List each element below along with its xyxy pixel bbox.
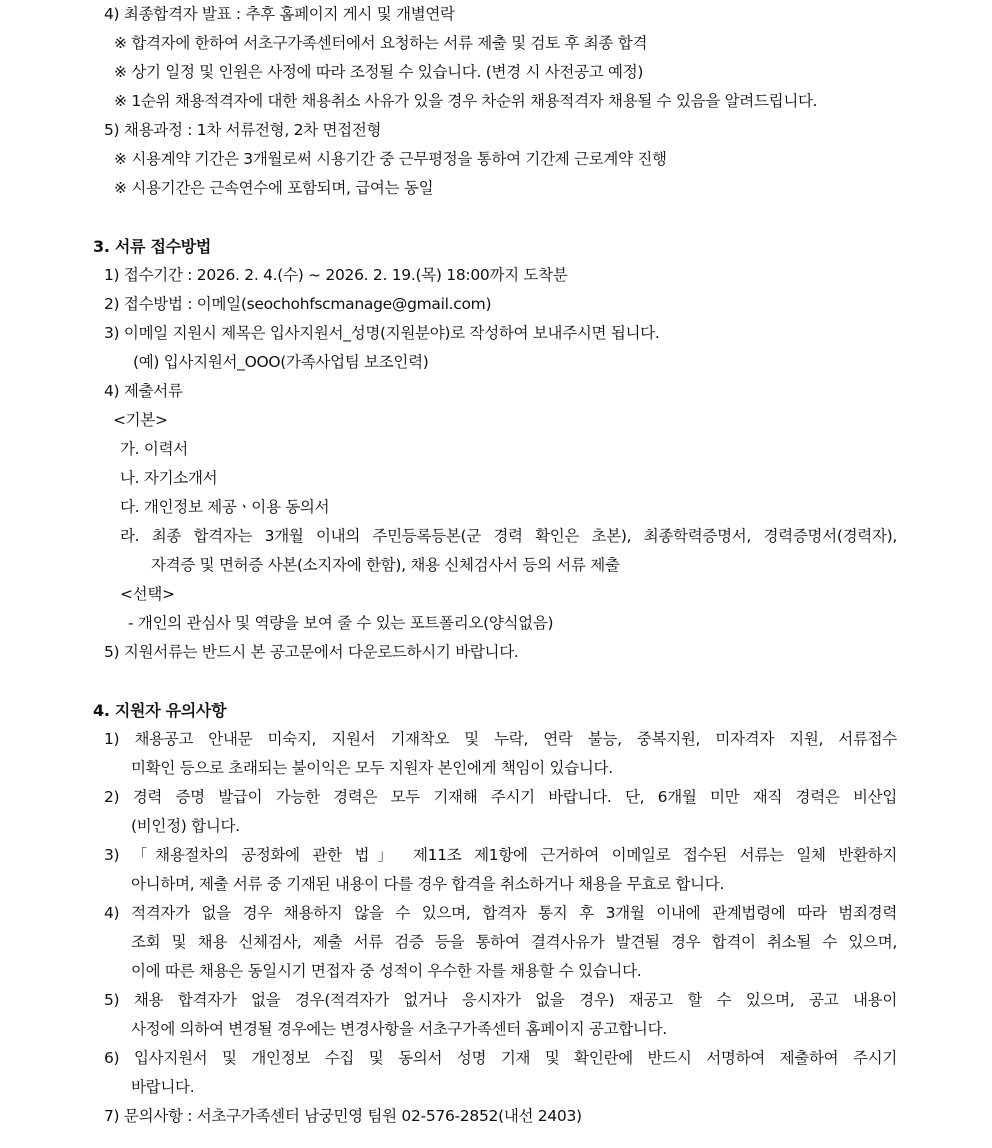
subheading-optional: <선택> [120, 585, 175, 603]
note-line: ※ 상기 일정 및 인원은 사정에 따라 조정될 수 있습니다. (변경 시 사전공고 예정) [114, 63, 644, 81]
document-item: 나. 자기소개서 [120, 469, 218, 487]
list-item: 2) 접수방법 : 이메일(seochohfscmanage@gmail.com) [104, 295, 492, 313]
list-item: 4) 제출서류 [104, 382, 183, 400]
list-item: 2) 경력 증명 발급이 가능한 경력은 모두 기재해 주시기 바랍니다. 단, 6개월 미만 재직 경력은 비산입 [104, 788, 897, 806]
note-line: ※ 1순위 채용적격자에 대한 채용취소 사유가 있을 경우 차순위 채용적격자 채용될 수 있음을 알려드립니다. [114, 92, 818, 110]
list-item-continued: 아니하며, 제출 서류 중 기재된 내용이 다를 경우 합격을 취소하거나 채용을 무효로 합니다. [131, 875, 725, 893]
list-item-continued: 이에 따른 채용은 동일시기 면접자 중 성적이 우수한 자를 채용할 수 있습니다. [131, 962, 642, 980]
section-heading: 4. 지원자 유의사항 [93, 701, 227, 720]
list-item: 5) 채용 합격자가 없을 경우(적격자가 없거나 응시자가 없을 경우) 재공고 할 수 있으며, 공고 내용이 [104, 991, 897, 1009]
document-item-continued: 자격증 및 면허증 사본(소지자에 한함), 채용 신체검사서 등의 서류 제출 [151, 556, 620, 574]
list-item-continued: 사정에 의하여 변경될 경우에는 변경사항을 서초구가족센터 홈페이지 공고합니다. [131, 1020, 667, 1038]
hiring-process-item: 5) 채용과정 : 1차 서류전형, 2차 면접전형 [104, 121, 382, 139]
note-line: ※ 시용계약 기간은 3개월로써 시용기간 중 근무평정을 통하여 기간제 근로계약 진행 [114, 150, 667, 168]
contact-item: 7) 문의사항 : 서초구가족센터 남궁민영 팀원 02-576-2852(내선 2403) [104, 1107, 582, 1125]
list-item-continued: 바랍니다. [131, 1078, 195, 1096]
list-item: 3) 「채용절차의 공정화에 관한 법」 제11조 제1항에 근거하여 이메일로 접수된 서류는 일체 반환하지 [104, 846, 897, 864]
list-item-continued: 조회 및 채용 신체검사, 제출 서류 검증 등을 통하여 결격사유가 발견될 경우 합격이 취소될 수 있으며, [131, 933, 897, 951]
list-item: 1) 채용공고 안내문 미숙지, 지원서 기재착오 및 누락, 연락 불능, 중복지원, 미자격자 지원, 서류접수 [104, 730, 897, 748]
list-item-continued: (비인정) 합니다. [131, 817, 240, 835]
document-item: 라. 최종 합격자는 3개월 이내의 주민등록등본(군 경력 확인은 초본), 최종학력증명서, 경력증명서(경력자), [120, 527, 897, 545]
section-heading: 3. 서류 접수방법 [93, 237, 212, 256]
announcement-item: 4) 최종합격자 발표 : 추후 홈페이지 게시 및 개별연락 [104, 5, 455, 23]
optional-item: - 개인의 관심사 및 역량을 보여 줄 수 있는 포트폴리오(양식없음) [128, 614, 554, 632]
list-item: 4) 적격자가 없을 경우 채용하지 않을 수 있으며, 합격자 통지 후 3개월 이내에 관계법령에 따라 범죄경력 [104, 904, 897, 922]
document-item: 다. 개인정보 제공ㆍ이용 동의서 [120, 498, 330, 516]
note-line: ※ 시용기간은 근속연수에 포함되며, 급여는 동일 [114, 179, 434, 197]
list-item: 5) 지원서류는 반드시 본 공고문에서 다운로드하시기 바랍니다. [104, 643, 519, 661]
list-item: 6) 입사지원서 및 개인정보 수집 및 동의서 성명 기재 및 확인란에 반드시 서명하여 제출하여 주시기 [104, 1049, 897, 1067]
list-item-continued: 미확인 등으로 초래되는 불이익은 모두 지원자 본인에게 책임이 있습니다. [131, 759, 613, 777]
document-item: 가. 이력서 [120, 440, 188, 458]
subheading-basic: <기본> [113, 411, 168, 429]
list-item: 1) 접수기간 : 2026. 2. 4.(수) ~ 2026. 2. 19.(목) 18:00까지 도착분 [104, 266, 568, 284]
list-item: 3) 이메일 지원시 제목은 입사지원서_성명(지원분야)로 작성하여 보내주시면 됩니다. [104, 324, 660, 342]
example-line: (예) 입사지원서_OOO(가족사업팀 보조인력) [133, 353, 429, 371]
note-line: ※ 합격자에 한하여 서초구가족센터에서 요청하는 서류 제출 및 검토 후 최종 합격 [114, 34, 648, 52]
